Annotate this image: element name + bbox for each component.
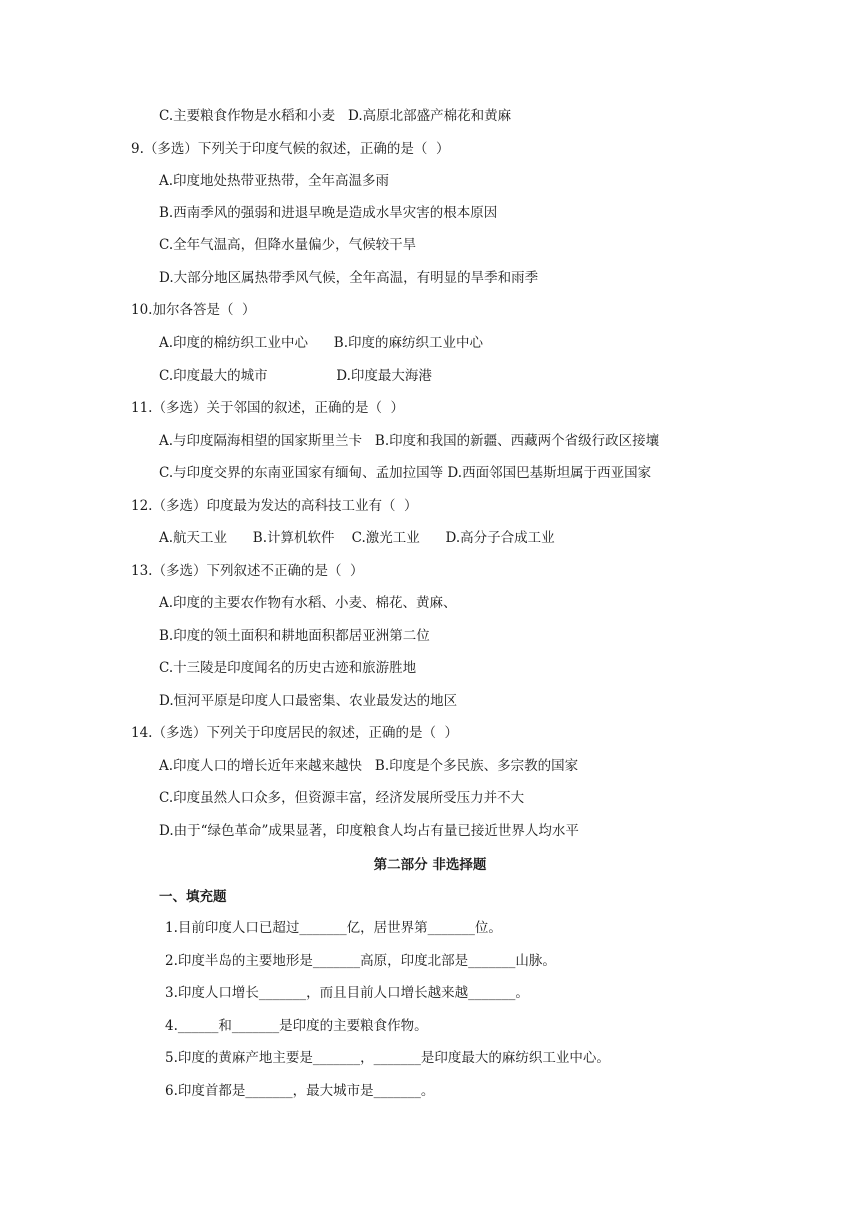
fill-item-3: 3.印度人口增长_______，而且目前人口增长越来越_______。 xyxy=(165,985,529,1001)
q14-option-row-ab: A.印度人口的增长近年来越来越快 B.印度是个多民族、多宗教的国家 xyxy=(159,758,579,774)
q14-option-c: C.印度虽然人口众多，但资源丰富，经济发展所受压力并不大 xyxy=(159,790,525,806)
q11-stem: 11.（多选）关于邻国的叙述，正确的是（ ） xyxy=(131,400,405,416)
fill-item-6: 6.印度首都是_______，最大城市是_______。 xyxy=(165,1083,435,1099)
q13-option-d: D.恒河平原是印度人口最密集、农业最发达的地区 xyxy=(159,693,458,709)
q13-option-b: B.印度的领土面积和耕地面积都居亚洲第二位 xyxy=(159,628,430,644)
q9-option-c: C.全年气温高，但降水量偏少，气候较干旱 xyxy=(159,237,417,253)
q8-option-row: C.主要粮食作物是水稻和小麦 D.高原北部盛产棉花和黄麻 xyxy=(159,108,512,124)
q11-option-row-cd: C.与印度交界的东南亚国家有缅甸、孟加拉国等 D.西面邻国巴基斯坦属于西亚国家 xyxy=(159,465,652,481)
q10-option-row-cd: C.印度最大的城市 D.印度最大海港 xyxy=(159,368,432,384)
q13-option-c: C.十三陵是印度闻名的历史古迹和旅游胜地 xyxy=(159,660,417,676)
q12-stem: 12.（多选）印度最为发达的高科技工业有（ ） xyxy=(131,498,418,514)
part2-title: 第二部分 非选择题 xyxy=(373,857,487,873)
q13-stem: 13.（多选）下列叙述不正确的是（ ） xyxy=(131,563,364,579)
q10-option-row-ab: A.印度的棉纺织工业中心 B.印度的麻纺织工业中心 xyxy=(159,335,483,351)
q10-stem: 10.加尔各答是（ ） xyxy=(131,302,256,318)
q14-stem: 14.（多选）下列关于印度居民的叙述，正确的是（ ） xyxy=(131,725,459,741)
fill-item-2: 2.印度半岛的主要地形是_______高原，印度北部是_______山脉。 xyxy=(165,953,556,969)
q11-option-row-ab: A.与印度隔海相望的国家斯里兰卡 B.印度和我国的新疆、西藏两个省级行政区接壤 xyxy=(159,433,660,449)
q14-option-d: D.由于“绿色革命”成果显著，印度粮食人均占有量已接近世界人均水平 xyxy=(159,823,579,839)
fill-item-1: 1.目前印度人口已超过_______亿，居世界第_______位。 xyxy=(165,920,502,936)
fill-item-4: 4.______和_______是印度的主要粮食作物。 xyxy=(165,1018,428,1034)
fill-item-5: 5.印度的黄麻产地主要是_______，_______是印度最大的麻纺织工业中心。 xyxy=(165,1050,610,1066)
q9-option-d: D.大部分地区属热带季风气候，全年高温，有明显的旱季和雨季 xyxy=(159,270,539,286)
q9-option-b: B.西南季风的强弱和进退早晚是造成水旱灾害的根本原因 xyxy=(159,205,498,221)
q13-option-a: A.印度的主要农作物有水稻、小麦、棉花、黄麻、 xyxy=(159,595,457,611)
q9-stem: 9.（多选）下列关于印度气候的叙述，正确的是（ ） xyxy=(131,141,450,157)
section-heading-fill-in: 一、填充题 xyxy=(159,889,227,905)
q12-options: A.航天工业 B.计算机软件 C.激光工业 D.高分子合成工业 xyxy=(159,530,555,546)
q9-option-a: A.印度地处热带亚热带，全年高温多雨 xyxy=(159,173,390,189)
